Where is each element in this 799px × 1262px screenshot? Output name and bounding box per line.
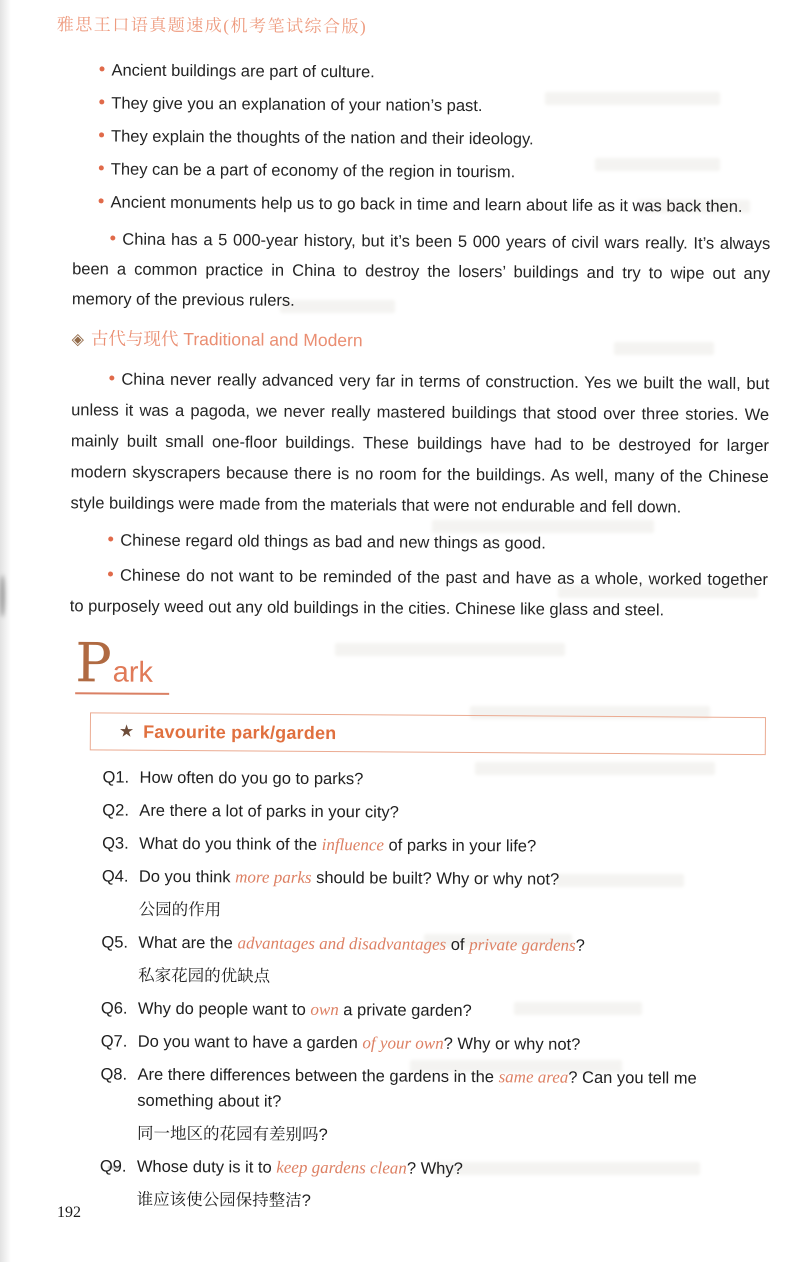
question-text-part: ? Can you tell me something about it?: [137, 1068, 697, 1111]
question-row: [101, 929, 765, 960]
bullet-dot-icon: [99, 165, 104, 170]
question-subnote-zh: 同一地区的花园有差别吗?: [137, 1124, 328, 1145]
section-title-en: Traditional and Modern: [183, 329, 363, 351]
topic-box-label: Favourite park/garden: [143, 721, 337, 743]
park-section-title: [75, 631, 169, 695]
bullet-text: Ancient buildings are part of culture.: [111, 61, 375, 82]
culture-bullet-list: [99, 59, 772, 218]
bullet-item: [99, 191, 771, 218]
park-title-initial: P: [75, 631, 112, 695]
question-row: [102, 764, 766, 795]
bullet-dot-icon: [110, 235, 115, 240]
question-text-part: of: [446, 935, 470, 955]
question-text: [139, 831, 766, 861]
question-text-part: Are there differences between the gardens in the: [137, 1065, 499, 1087]
question-row: [102, 863, 766, 894]
bullet-item-regard: [70, 529, 768, 556]
question-text: [138, 1029, 765, 1059]
question-keyword-accent: keep gardens clean: [276, 1157, 407, 1178]
running-header: 雅思王口语真题速成(机考笔试综合版): [56, 15, 368, 37]
question-number: Q4.: [101, 867, 129, 886]
question-text: [137, 1062, 764, 1118]
bullet-paragraph-history: [72, 224, 771, 319]
question-text-part: ? Why or why not?: [443, 1034, 581, 1054]
question-keyword-accent: advantages and disadvantages: [237, 933, 447, 954]
bullet-text: They can be a part of economy of the region in tourism.: [110, 160, 516, 182]
question-keyword-accent: more parks: [235, 867, 312, 887]
question-keyword-accent: private gardens: [469, 935, 576, 955]
bullet-dot-icon: [99, 99, 104, 104]
question-number: Q5.: [101, 933, 129, 952]
bullet-item: [99, 92, 771, 119]
question-row: [101, 1028, 765, 1059]
page-spine-shadow: [0, 0, 11, 1262]
question-row: [102, 797, 766, 828]
park-title-rest: ark: [112, 656, 154, 689]
question-number: Q6.: [100, 999, 128, 1018]
section-title-zh: 古代与现代: [90, 328, 179, 349]
bullet-text: They give you an explanation of your nation’s past.: [111, 94, 483, 116]
bullet-dot-icon: [100, 66, 105, 71]
question-keyword-accent: own: [310, 999, 339, 1020]
bullet-item-reminded: [70, 560, 768, 627]
bullet-text: Ancient monuments help us to go back in time and learn about life as it was back then.: [110, 193, 743, 216]
question-keyword-accent: of your own: [362, 1033, 444, 1053]
question-keyword-accent: same area: [498, 1067, 569, 1087]
section-header-traditional-modern: [72, 326, 770, 357]
question-number: Q1.: [102, 768, 130, 787]
question-text-part: should be built? Why or why not?: [311, 868, 560, 889]
bullet-dot-icon: [99, 132, 104, 137]
question-text-part: a private garden?: [338, 1001, 472, 1021]
question-number: Q3.: [102, 834, 129, 853]
question-subnote-zh: 私家花园的优缺点: [138, 966, 271, 986]
question-text-part: Do you want to have a garden: [137, 1032, 363, 1053]
bullet-item: [99, 125, 771, 152]
question-text-part: Do you think: [138, 867, 236, 887]
bullet-dot-icon: [109, 375, 114, 380]
topic-box-favourite-park: [90, 712, 766, 755]
bullet-dot-icon: [99, 198, 104, 203]
bullet-dot-icon: [108, 571, 113, 576]
page-spine-mark: [0, 575, 5, 617]
question-text-part: of parks in your life?: [383, 836, 537, 856]
question-text-part: Why do people want to: [137, 999, 311, 1019]
park-heading-wrap: [75, 631, 767, 699]
question-row: [101, 995, 765, 1026]
question-number: Q9.: [99, 1157, 127, 1176]
question-text-part: ?: [575, 936, 585, 955]
question-number: Q8.: [100, 1065, 128, 1084]
question-text: [138, 930, 765, 960]
question-number: Q7.: [100, 1032, 128, 1051]
question-row: [102, 830, 766, 861]
question-text: [139, 765, 766, 795]
question-subnote-zh: 公园的作用: [138, 900, 222, 920]
question-row: [100, 1061, 764, 1118]
paragraph-text: China never really advanced very far in terms of construction. Yes we built the wall, but unless it was a pagoda, we never really mastered buildings that stood over three stories. We mainly built small one-floor buildings. These buildings have had to be destroyed for larger modern skyscrapers because there is no room for the buildings. As well, many of the Chinese style buildings were made from the materials that were not endurable and fell down.: [70, 370, 770, 517]
bullet-text: They explain the thoughts of the nation and their ideology.: [110, 127, 534, 149]
question-row: [100, 1153, 764, 1184]
bullet-item: [99, 158, 771, 185]
question-text-part: How often do you go to parks?: [139, 768, 364, 789]
question-list: [100, 764, 767, 1217]
star-icon: ★: [118, 721, 135, 741]
bullet-item: [99, 59, 771, 86]
question-subnote-zh: 谁应该使公园保持整洁?: [136, 1190, 311, 1210]
question-keyword-accent: influence: [321, 834, 385, 855]
bullet-dot-icon: [108, 536, 113, 541]
bullet-paragraph-construction: [70, 364, 769, 524]
page-number: 192: [57, 1204, 81, 1221]
question-text-part: ? Why?: [406, 1159, 463, 1178]
bullet-text: Chinese regard old things as bad and new things as good.: [120, 531, 546, 553]
question-text: [138, 996, 765, 1026]
question-text: [139, 864, 766, 894]
paragraph-text: China has a 5 000-year history, but it’s been 5 000 years of civil wars really. It’s always been a common practice in China to destroy the losers’ buildings and try to wipe out any memory of the previous rulers.: [71, 230, 771, 310]
question-text-part: What are the: [138, 933, 238, 953]
bullet-text: Chinese do not want to be reminded of the past and have as a whole, worked together to purposely weed out any old buildings in the cities. Chinese like glass and steel.: [69, 566, 769, 620]
content-column: [0, 59, 799, 1218]
question-text-part: Are there a lot of parks in your city?: [139, 801, 399, 822]
question-text: [137, 1154, 764, 1184]
diamond-icon: ◈: [71, 331, 85, 349]
question-number: Q2.: [102, 801, 130, 820]
question-text: [139, 798, 766, 828]
question-text-part: What do you think of the: [139, 834, 322, 854]
question-text-part: Whose duty is it to: [136, 1157, 277, 1177]
